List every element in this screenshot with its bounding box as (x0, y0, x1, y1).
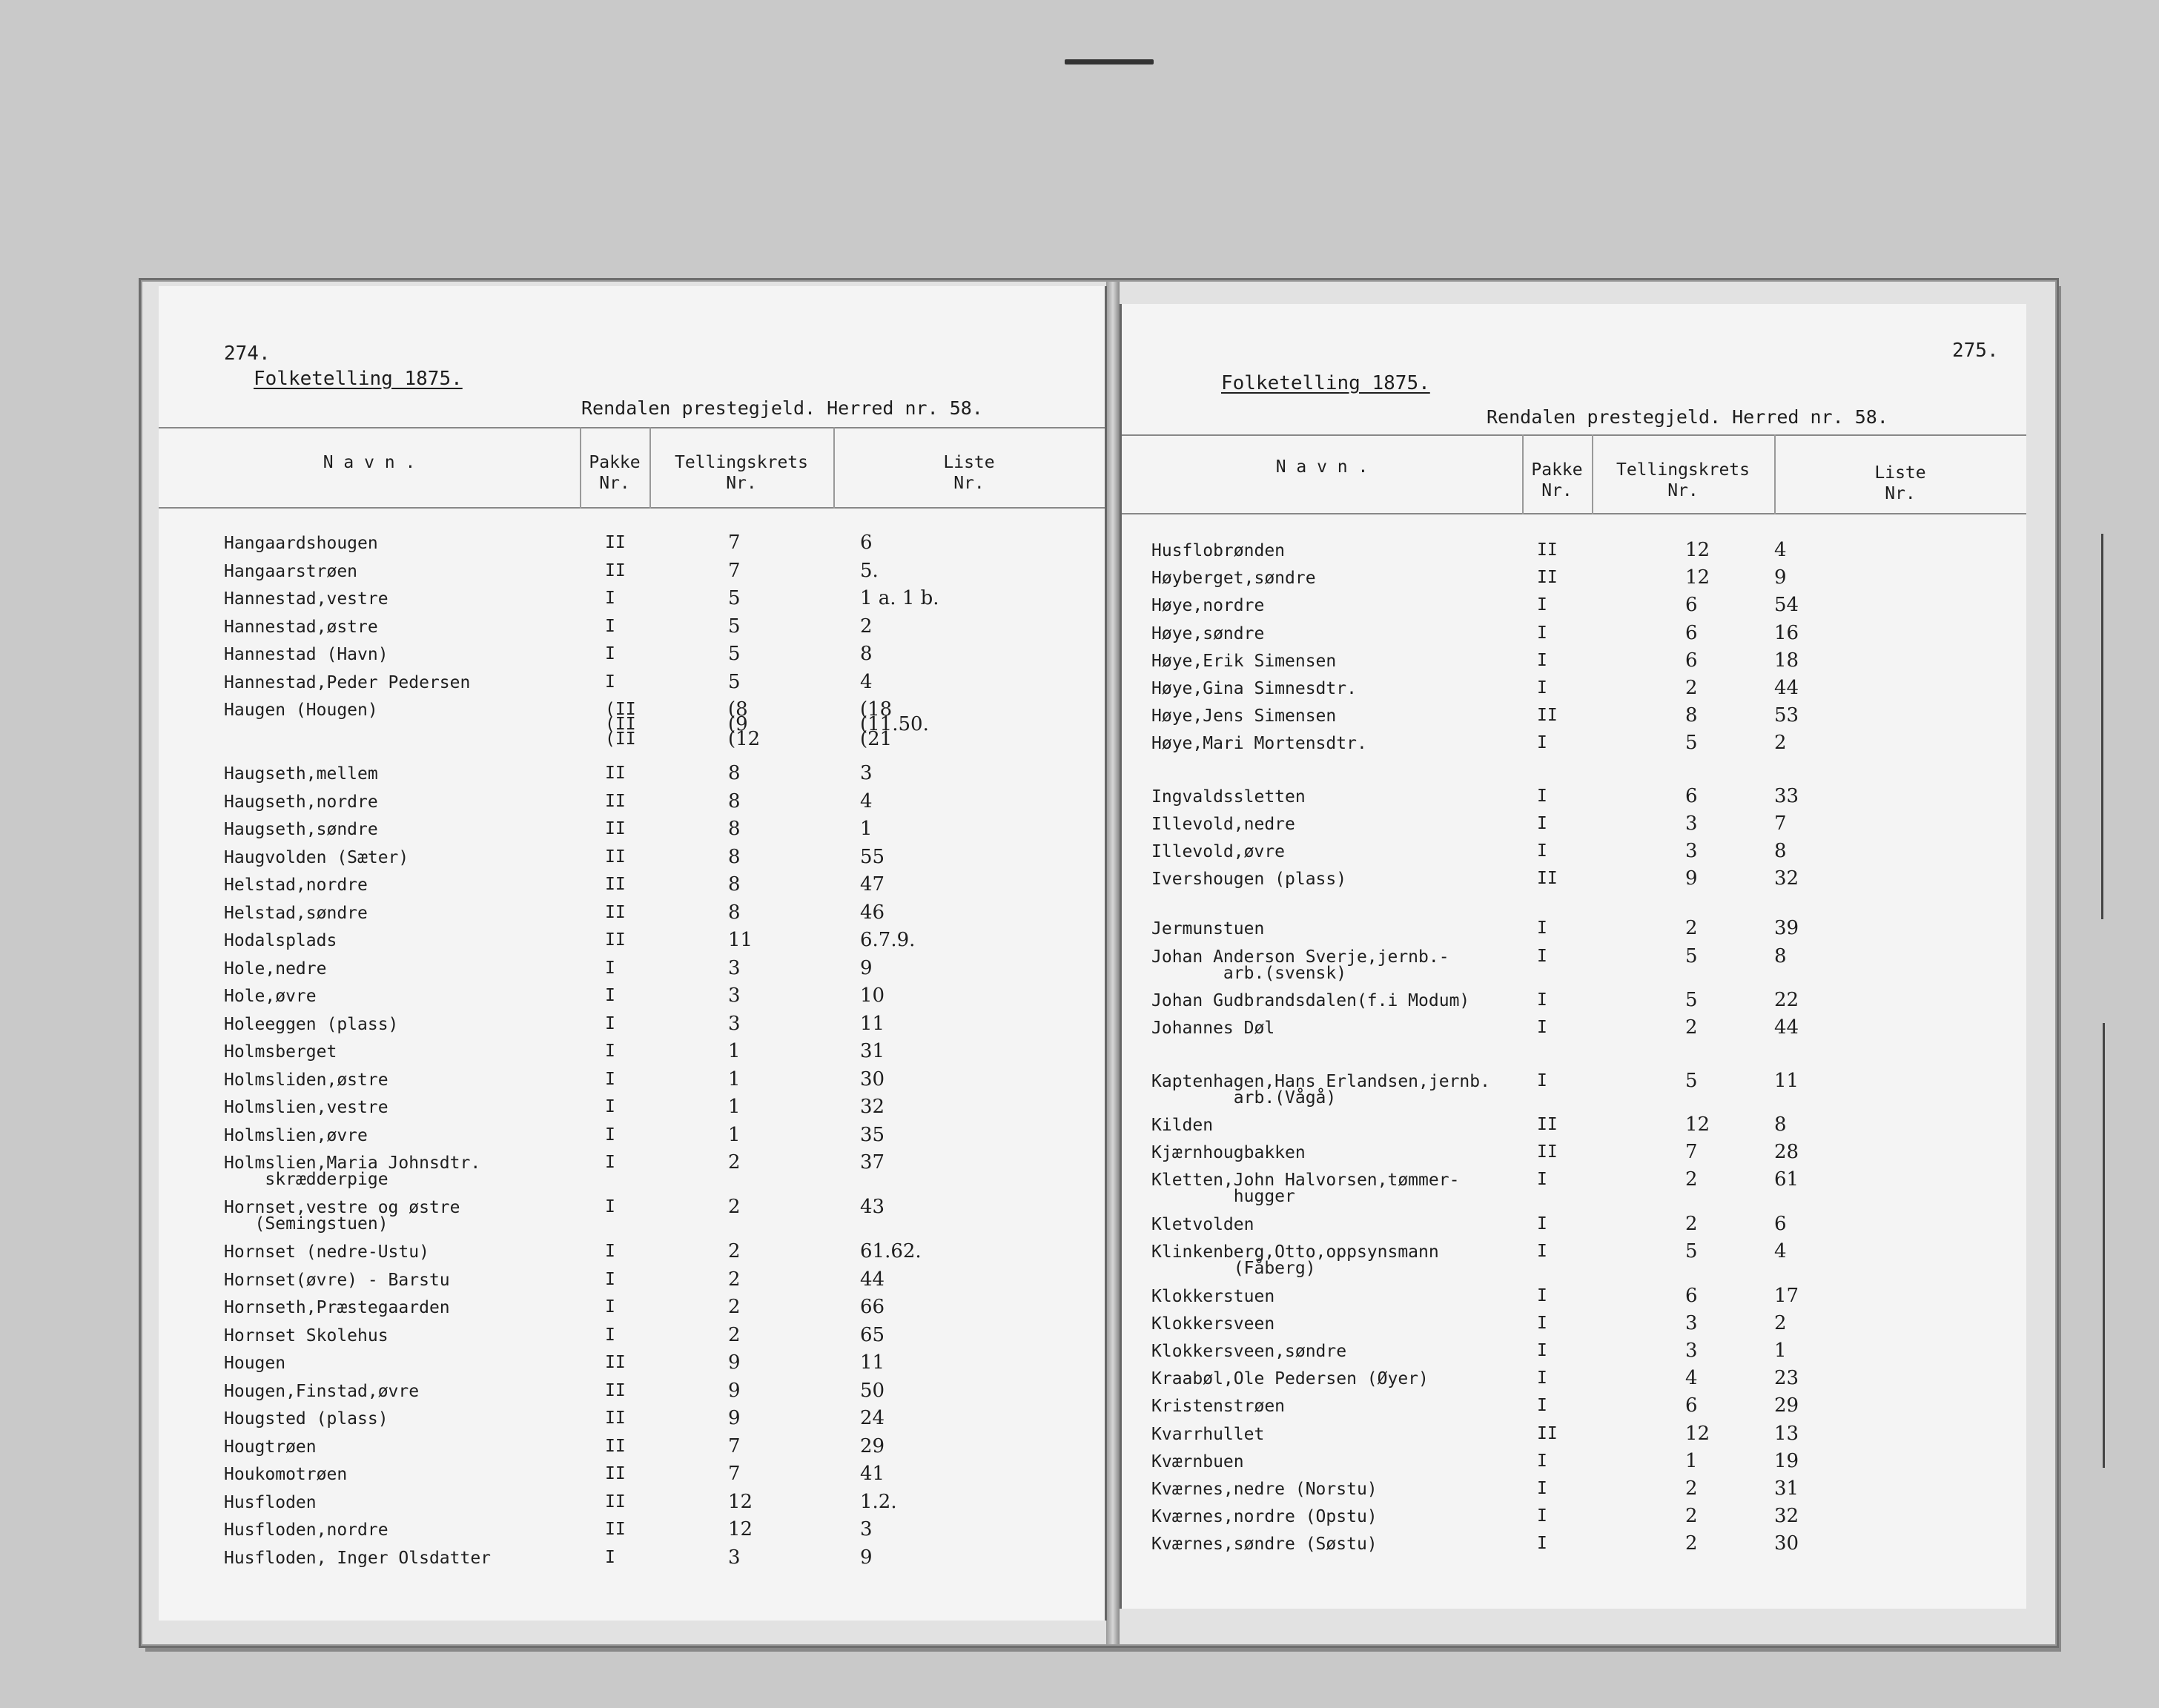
place-name: Holmslien,vestre (224, 1098, 389, 1118)
pakke-nr: I (1537, 841, 1547, 861)
pakke-nr: I (605, 672, 615, 692)
place-name: Kilden (1151, 1116, 1214, 1136)
pakke-nr: II (605, 533, 626, 552)
liste-nr: 50 (860, 1379, 885, 1402)
pakke-nr: I (1537, 1242, 1547, 1262)
tellingskrets-nr: 7 (728, 559, 741, 582)
place-name: Hannestad,Peder Pedersen (224, 672, 471, 692)
pakke-nr: I (605, 986, 615, 1006)
liste-nr: 65 (860, 1323, 885, 1346)
liste-nr: 11 (860, 1351, 885, 1374)
tellingskrets-nr: 2 (1685, 677, 1698, 699)
pakke-nr: I (605, 1197, 615, 1217)
liste-nr: 7 (1774, 812, 1787, 835)
place-name: Kværnes,nordre (Opstu) (1151, 1507, 1378, 1527)
tellingskrets-nr: 2 (1685, 1505, 1698, 1528)
place-name: Kletvolden (1151, 1214, 1254, 1234)
liste-nr: 24 (860, 1407, 885, 1430)
pakke-nr: (II (II (II (605, 700, 636, 749)
tellingskrets-nr: 12 (1685, 539, 1710, 561)
header-top-rule (159, 427, 1105, 428)
page-subtitle: Rendalen prestegjeld. Herred nr. 58. (581, 397, 983, 419)
tellingskrets-nr: 5 (728, 643, 741, 665)
pakke-nr: I (1537, 1451, 1547, 1471)
tellingskrets-nr: 2 (728, 1196, 741, 1219)
pakke-nr: II (605, 1380, 626, 1400)
liste-nr: 46 (860, 901, 885, 924)
liste-nr: 1 (1774, 1340, 1787, 1363)
tellingskrets-nr: 5 (1685, 989, 1698, 1012)
pakke-nr: I (1537, 1313, 1547, 1333)
liste-nr: 47 (860, 873, 885, 896)
pakke-nr: II (605, 1492, 626, 1512)
place-name: Hornseth,Præstegaarden (224, 1298, 450, 1318)
place-name: Haugseth,nordre (224, 792, 378, 812)
tellingskrets-nr: 9 (728, 1351, 741, 1374)
pakke-nr: II (605, 819, 626, 839)
pakke-nr: I (1537, 1018, 1547, 1038)
liste-nr: 4 (1774, 539, 1787, 561)
liste-nr: 19 (1774, 1449, 1799, 1472)
tellingskrets-nr: 8 (728, 873, 741, 896)
liste-nr: 4 (1774, 1240, 1787, 1263)
place-name: Jermunstuen (1151, 919, 1265, 939)
pakke-nr: I (1537, 786, 1547, 806)
pakke-nr: I (605, 1125, 615, 1145)
tellingskrets-nr: 2 (1685, 1016, 1698, 1039)
pakke-nr: I (605, 1242, 615, 1262)
liste-nr: 9 (1774, 566, 1787, 589)
liste-nr: 8 (1774, 840, 1787, 862)
place-name: Høye,Mari Mortensdtr. (1151, 734, 1367, 754)
pakke-nr: I (1537, 733, 1547, 753)
place-name: Hodalsplads (224, 931, 337, 951)
place-name: Hole,øvre (224, 987, 317, 1007)
tellingskrets-nr: 12 (1685, 1113, 1710, 1136)
place-name: Kristenstrøen (1151, 1397, 1286, 1417)
place-name: Hougen,Finstad,øvre (224, 1381, 420, 1401)
pakke-nr: II (605, 764, 626, 784)
page-number: 275. (1952, 340, 1999, 362)
liste-nr: 66 (860, 1296, 885, 1319)
place-name: Holmslien,øvre (224, 1125, 368, 1145)
col-header-pakke: Pakke Nr. (1531, 460, 1583, 500)
pakke-nr: I (605, 1153, 615, 1173)
tellingskrets-nr: 9 (728, 1379, 741, 1402)
place-name: Holmsliden,østre (224, 1070, 389, 1090)
pakke-nr: II (605, 1464, 626, 1484)
liste-nr: 11 (860, 1012, 885, 1035)
liste-nr: 6 (860, 532, 873, 554)
header-bottom-rule (159, 507, 1105, 509)
tellingskrets-nr: (8 (9 (12 (728, 698, 761, 750)
place-name: Hornset (nedre-Ustu) (224, 1242, 429, 1262)
pakke-nr: I (605, 958, 615, 978)
tellingskrets-nr: 2 (1685, 917, 1698, 940)
pakke-nr: II (605, 1353, 626, 1373)
tellingskrets-nr: 8 (728, 901, 741, 924)
pakke-nr: II (1537, 1142, 1558, 1162)
tellingskrets-nr: 2 (728, 1323, 741, 1346)
place-name: Husfloden,nordre (224, 1520, 389, 1540)
place-name: Kjærnhougbakken (1151, 1143, 1306, 1163)
tellingskrets-nr: 5 (728, 587, 741, 609)
col-header-liste: Liste Nr. (1874, 463, 1926, 503)
tellingskrets-nr: 5 (728, 670, 741, 693)
place-name: Johan Anderson Sverje,jernb.- arb.(svensk) (1151, 947, 1449, 983)
place-name: Illevold,øvre (1151, 842, 1286, 861)
tellingskrets-nr: 7 (1685, 1141, 1698, 1164)
place-name: Haugen (Hougen) (224, 701, 378, 720)
tellingskrets-nr: 2 (1685, 1477, 1698, 1500)
pakke-nr: I (605, 1547, 615, 1567)
tellingskrets-nr: 2 (728, 1151, 741, 1174)
liste-nr: 32 (1774, 1505, 1799, 1528)
liste-nr: 11 (1774, 1069, 1799, 1092)
liste-nr: 1 (860, 818, 873, 841)
liste-nr: 31 (860, 1040, 885, 1063)
place-name: Hornset(øvre) - Barstu (224, 1270, 450, 1290)
place-name: Høye,Jens Simensen (1151, 706, 1337, 726)
pakke-nr: I (1537, 650, 1547, 670)
tellingskrets-nr: 1 (728, 1123, 741, 1146)
place-name: Høye,søndre (1151, 623, 1265, 643)
liste-nr: 44 (860, 1268, 885, 1291)
liste-nr: 8 (1774, 1113, 1787, 1136)
pakke-nr: I (605, 1097, 615, 1117)
liste-nr: 6 (1774, 1212, 1787, 1235)
pakke-nr: I (605, 616, 615, 636)
tellingskrets-nr: 3 (728, 1546, 741, 1569)
tellingskrets-nr: 6 (1685, 594, 1698, 617)
liste-nr: 10 (860, 984, 885, 1007)
pakke-nr: II (1537, 1115, 1558, 1135)
place-name: Hangaarstrøen (224, 561, 358, 581)
tellingskrets-nr: 1 (728, 1068, 741, 1090)
place-name: Holmsberget (224, 1042, 337, 1062)
tellingskrets-nr: 12 (728, 1490, 753, 1513)
col-header-tellingskrets: Tellingskrets Nr. (674, 453, 808, 493)
pakke-nr: I (605, 1325, 615, 1345)
liste-nr: (18 (11.50. (21 (860, 698, 929, 750)
place-name: Husflobrønden (1151, 541, 1286, 560)
liste-nr: 30 (1774, 1532, 1799, 1555)
col-header-name: N a v n . (1275, 457, 1369, 477)
place-name: Haugvolden (Sæter) (224, 847, 409, 867)
tellingskrets-nr: 2 (1685, 1532, 1698, 1555)
liste-nr: 3 (860, 1518, 873, 1541)
liste-nr: 43 (860, 1196, 885, 1219)
place-name: Kraabøl,Ole Pedersen (Øyer) (1151, 1369, 1429, 1389)
tellingskrets-nr: 3 (1685, 840, 1698, 862)
place-name: Hannestad,vestre (224, 589, 389, 609)
tellingskrets-nr: 6 (1685, 784, 1698, 807)
tellingskrets-nr: 12 (1685, 566, 1710, 589)
pakke-nr: I (1537, 990, 1547, 1010)
pakke-nr: I (605, 589, 615, 608)
place-name: Høye,Erik Simensen (1151, 651, 1337, 671)
place-name: Hangaardshougen (224, 534, 378, 553)
place-name: Klokkerstuen (1151, 1286, 1275, 1306)
pakke-nr: II (605, 791, 626, 811)
tellingskrets-nr: 8 (728, 845, 741, 868)
liste-nr: 18 (1774, 649, 1799, 672)
page-number: 274. (224, 342, 271, 365)
liste-nr: 54 (1774, 594, 1799, 617)
pakke-nr: II (605, 930, 626, 950)
open-ledger (141, 280, 2057, 1646)
liste-nr: 6.7.9. (860, 929, 916, 952)
liste-nr: 61.62. (860, 1240, 922, 1263)
place-name: Klokkersveen,søndre (1151, 1342, 1347, 1362)
liste-nr: 32 (860, 1096, 885, 1119)
pakke-nr: I (605, 1013, 615, 1033)
pakke-nr: II (1537, 540, 1558, 560)
liste-nr: 30 (860, 1068, 885, 1090)
liste-nr: 33 (1774, 784, 1799, 807)
liste-nr: 9 (860, 956, 873, 979)
liste-nr: 5. (860, 559, 879, 582)
liste-nr: 31 (1774, 1477, 1799, 1500)
place-name: Klinkenberg,Otto,oppsynsmann (Fåberg) (1151, 1242, 1439, 1279)
tellingskrets-nr: 3 (728, 956, 741, 979)
tellingskrets-nr: 2 (1685, 1168, 1698, 1191)
pakke-nr: I (1537, 1341, 1547, 1361)
liste-nr: 4 (860, 670, 873, 693)
place-name: Hougen (224, 1354, 286, 1374)
pakke-nr: II (1537, 706, 1558, 726)
tellingskrets-nr: 6 (1685, 1284, 1698, 1307)
liste-nr: 37 (860, 1151, 885, 1174)
place-name: Kværnbuen (1151, 1452, 1244, 1472)
top-mark (1065, 59, 1154, 64)
col-header-tellingskrets: Tellingskrets Nr. (1616, 460, 1750, 500)
place-name: Haugseth,mellem (224, 764, 378, 784)
tellingskrets-nr: 1 (728, 1096, 741, 1119)
liste-nr: 2 (1774, 1311, 1787, 1334)
place-name: Klokkersveen (1151, 1314, 1275, 1334)
liste-nr: 29 (1774, 1394, 1799, 1417)
liste-nr: 28 (1774, 1141, 1799, 1164)
liste-nr: 32 (1774, 867, 1799, 890)
pakke-nr: II (605, 1436, 626, 1456)
place-name: Hole,nedre (224, 959, 327, 979)
pakke-nr: I (605, 644, 615, 663)
place-name: Hornset Skolehus (224, 1325, 389, 1345)
header-top-rule (1122, 434, 2026, 436)
liste-nr: 13 (1774, 1422, 1799, 1445)
right-page (1120, 304, 2026, 1609)
col-header-name: N a v n . (323, 453, 416, 472)
liste-nr: 3 (860, 762, 873, 785)
place-name: Husfloden (224, 1492, 317, 1512)
liste-nr: 8 (1774, 944, 1787, 967)
place-name: Holmslien,Maria Johnsdtr. skrædderpige (224, 1153, 481, 1190)
col-header-pakke: Pakke Nr. (589, 453, 641, 493)
pakke-nr: II (1537, 1423, 1558, 1443)
pakke-nr: II (605, 847, 626, 867)
liste-nr: 1.2. (860, 1490, 897, 1513)
liste-nr: 9 (860, 1546, 873, 1569)
col-header-liste: Liste Nr. (943, 453, 995, 493)
tellingskrets-nr: 11 (728, 929, 753, 952)
place-name: Ivershougen (plass) (1151, 870, 1347, 890)
tellingskrets-nr: 1 (728, 1040, 741, 1063)
pakke-nr: II (605, 902, 626, 922)
place-name: Hornset,vestre og østre (Semingstuen) (224, 1198, 460, 1234)
pakke-nr: I (1537, 1534, 1547, 1554)
place-name: Johan Gudbrandsdalen(f.i Modum) (1151, 991, 1470, 1011)
pakke-nr: I (605, 1269, 615, 1289)
pakke-nr: I (1537, 1285, 1547, 1305)
liste-nr: 16 (1774, 621, 1799, 644)
liste-nr: 17 (1774, 1284, 1799, 1307)
liste-nr: 55 (860, 845, 885, 868)
tellingskrets-nr: 8 (728, 818, 741, 841)
tellingskrets-nr: 2 (728, 1296, 741, 1319)
tellingskrets-nr: 3 (1685, 1311, 1698, 1334)
left-page (159, 286, 1107, 1621)
pakke-nr: I (1537, 946, 1547, 966)
tellingskrets-nr: 7 (728, 1463, 741, 1486)
liste-nr: 41 (860, 1463, 885, 1486)
pakke-nr: II (605, 560, 626, 580)
tellingskrets-nr: 7 (728, 532, 741, 554)
liste-nr: 35 (860, 1123, 885, 1146)
tellingskrets-nr: 9 (728, 1407, 741, 1430)
page-subtitle: Rendalen prestegjeld. Herred nr. 58. (1487, 406, 1888, 428)
place-name: Illevold,nedre (1151, 814, 1295, 834)
tellingskrets-nr: 2 (1685, 1212, 1698, 1235)
place-name: Houkomotrøen (224, 1465, 348, 1485)
pakke-nr: I (1537, 1214, 1547, 1234)
pakke-nr: I (1537, 813, 1547, 833)
pakke-nr: II (605, 875, 626, 895)
pakke-nr: I (1537, 1368, 1547, 1388)
place-name: Johannes Døl (1151, 1019, 1275, 1039)
tellingskrets-nr: 5 (1685, 944, 1698, 967)
place-name: Hannestad,østre (224, 617, 378, 637)
pakke-nr: I (1537, 1396, 1547, 1416)
pakke-nr: I (605, 1042, 615, 1062)
place-name: Hougtrøen (224, 1437, 317, 1457)
tellingskrets-nr: 8 (728, 762, 741, 785)
tellingskrets-nr: 9 (1685, 867, 1698, 890)
tellingskrets-nr: 3 (728, 1012, 741, 1035)
place-name: Kværnes,nedre (Norstu) (1151, 1480, 1378, 1500)
tellingskrets-nr: 8 (728, 790, 741, 812)
header-bottom-rule (1122, 513, 2026, 514)
tellingskrets-nr: 5 (1685, 1069, 1698, 1092)
tellingskrets-nr: 5 (1685, 1240, 1698, 1263)
liste-nr: 22 (1774, 989, 1799, 1012)
pakke-nr: I (1537, 1506, 1547, 1526)
tellingskrets-nr: 4 (1685, 1367, 1698, 1390)
tellingskrets-nr: 7 (728, 1434, 741, 1457)
place-name: Haugseth,søndre (224, 820, 378, 840)
pakke-nr: I (605, 1297, 615, 1317)
place-name: Husfloden, Inger Olsdatter (224, 1548, 492, 1568)
place-name: Kaptenhagen,Hans Erlandsen,jernb. arb.(Vågå) (1151, 1071, 1490, 1108)
tellingskrets-nr: 12 (1685, 1422, 1710, 1445)
pakke-nr: II (1537, 869, 1558, 889)
place-name: Holeeggen (plass) (224, 1014, 399, 1034)
place-name: Hannestad (Havn) (224, 645, 389, 664)
place-name: Høye,Gina Simnesdtr. (1151, 679, 1357, 698)
pakke-nr: I (1537, 1170, 1547, 1190)
tellingskrets-nr: 1 (1685, 1449, 1698, 1472)
place-name: Helstad,nordre (224, 875, 368, 896)
pakke-nr: I (1537, 623, 1547, 643)
pakke-nr: II (605, 1409, 626, 1429)
place-name: Høye,nordre (1151, 596, 1265, 616)
liste-nr: 39 (1774, 917, 1799, 940)
place-name: Kværnes,søndre (Søstu) (1151, 1535, 1378, 1555)
pakke-nr: I (1537, 678, 1547, 698)
margin-mark (2103, 1023, 2105, 1468)
pakke-nr: I (1537, 1070, 1547, 1090)
tellingskrets-nr: 2 (728, 1268, 741, 1291)
tellingskrets-nr: 5 (728, 615, 741, 638)
place-name: Høyberget,søndre (1151, 569, 1316, 589)
tellingskrets-nr: 12 (728, 1518, 753, 1541)
tellingskrets-nr: 6 (1685, 649, 1698, 672)
page-title: Folketelling 1875. (254, 368, 463, 390)
liste-nr: 23 (1774, 1367, 1799, 1390)
liste-nr: 1 a. 1 b. (860, 587, 939, 609)
pakke-nr: I (1537, 1479, 1547, 1499)
liste-nr: 61 (1774, 1168, 1799, 1191)
liste-nr: 44 (1774, 1016, 1799, 1039)
pakke-nr: II (605, 1520, 626, 1540)
pakke-nr: I (605, 1069, 615, 1089)
place-name: Kvarrhullet (1151, 1424, 1265, 1444)
place-name: Kletten,John Halvorsen,tømmer- hugger (1151, 1171, 1460, 1207)
liste-nr: 4 (860, 790, 873, 812)
book-spine (1106, 282, 1120, 1644)
tellingskrets-nr: 3 (1685, 812, 1698, 835)
liste-nr: 29 (860, 1434, 885, 1457)
tellingskrets-nr: 2 (728, 1240, 741, 1263)
tellingskrets-nr: 6 (1685, 1394, 1698, 1417)
tellingskrets-nr: 8 (1685, 704, 1698, 727)
pakke-nr: II (1537, 568, 1558, 588)
page-title: Folketelling 1875. (1221, 372, 1430, 394)
pakke-nr: I (1537, 595, 1547, 615)
place-name: Helstad,søndre (224, 903, 368, 923)
tellingskrets-nr: 3 (1685, 1340, 1698, 1363)
place-name: Ingvaldssletten (1151, 787, 1306, 807)
liste-nr: 53 (1774, 704, 1799, 727)
pakke-nr: I (1537, 918, 1547, 939)
place-name: Hougsted (plass) (224, 1409, 389, 1429)
liste-nr: 44 (1774, 677, 1799, 699)
liste-nr: 2 (1774, 732, 1787, 755)
liste-nr: 2 (860, 615, 873, 638)
tellingskrets-nr: 6 (1685, 621, 1698, 644)
tellingskrets-nr: 5 (1685, 732, 1698, 755)
tellingskrets-nr: 3 (728, 984, 741, 1007)
liste-nr: 8 (860, 643, 873, 665)
margin-mark (2101, 534, 2103, 919)
